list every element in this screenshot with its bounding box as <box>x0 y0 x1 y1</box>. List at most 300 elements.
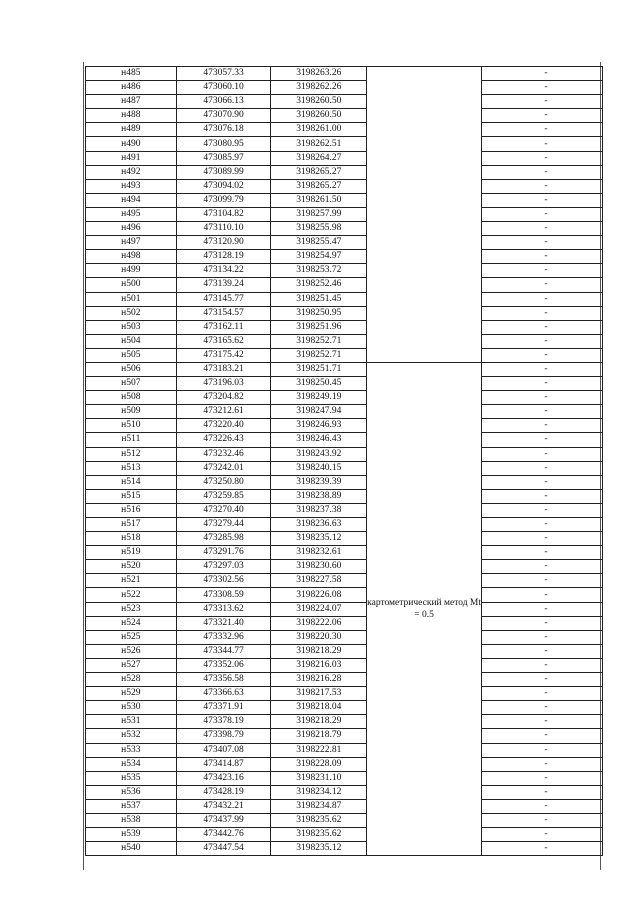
accuracy-value: - <box>544 434 548 445</box>
x-coordinate-cell: 473432.21 <box>176 799 271 813</box>
x-coordinate-cell: 473250.80 <box>176 475 271 489</box>
accuracy-value: - <box>544 194 548 205</box>
x-coordinate-cell: 473196.03 <box>176 377 271 391</box>
y-coordinate-cell: 3198230.60 <box>271 560 367 574</box>
accuracy-value: - <box>544 519 548 530</box>
table-row <box>86 687 603 701</box>
accuracy-value: - <box>544 223 548 234</box>
accuracy-value: - <box>544 744 548 755</box>
method-cell <box>367 334 482 348</box>
table-row <box>86 137 603 151</box>
point-name-cell: н515 <box>86 489 177 503</box>
y-coordinate-cell: 3198239.39 <box>271 475 367 489</box>
x-coordinate-cell: 473175.42 <box>176 348 271 362</box>
point-name-cell: н532 <box>86 729 177 743</box>
y-coordinate-cell: 3198235.62 <box>271 828 367 842</box>
y-coordinate-cell: 3198262.26 <box>271 81 367 95</box>
accuracy-value: - <box>544 378 548 389</box>
accuracy-cell <box>482 757 603 771</box>
accuracy-cell <box>482 616 603 630</box>
accuracy-value: - <box>544 575 548 586</box>
accuracy-value: - <box>544 800 548 811</box>
coordinates-table-body <box>86 67 603 856</box>
accuracy-value: - <box>544 307 548 318</box>
accuracy-value: - <box>544 406 548 417</box>
accuracy-value: - <box>544 674 548 685</box>
table-row <box>86 715 603 729</box>
point-name-cell: н535 <box>86 771 177 785</box>
y-coordinate-cell: 3198252.71 <box>271 334 367 348</box>
accuracy-cell <box>482 222 603 236</box>
accuracy-cell <box>482 532 603 546</box>
accuracy-cell <box>482 475 603 489</box>
accuracy-value: - <box>544 110 548 121</box>
point-name-cell: н537 <box>86 799 177 813</box>
accuracy-cell <box>482 433 603 447</box>
x-coordinate-cell: 473057.33 <box>176 67 271 81</box>
point-name-cell: н513 <box>86 461 177 475</box>
accuracy-cell <box>482 95 603 109</box>
point-name-cell: н488 <box>86 109 177 123</box>
point-name-cell: н528 <box>86 673 177 687</box>
table-row <box>86 602 603 616</box>
y-coordinate-cell: 3198222.81 <box>271 743 367 757</box>
table-row <box>86 546 603 560</box>
accuracy-cell <box>482 334 603 348</box>
x-coordinate-cell: 473321.40 <box>176 616 271 630</box>
y-coordinate-cell: 3198218.79 <box>271 729 367 743</box>
table-row <box>86 785 603 799</box>
y-coordinate-cell: 3198257.99 <box>271 207 367 221</box>
y-coordinate-cell: 3198251.71 <box>271 362 367 376</box>
x-coordinate-cell: 473423.16 <box>176 771 271 785</box>
x-coordinate-cell: 473313.62 <box>176 602 271 616</box>
method-cell <box>367 236 482 250</box>
accuracy-value: - <box>544 702 548 713</box>
y-coordinate-cell: 3198217.53 <box>271 687 367 701</box>
point-name-cell: н527 <box>86 658 177 672</box>
point-name-cell: н530 <box>86 701 177 715</box>
point-name-cell: н521 <box>86 574 177 588</box>
x-coordinate-cell: 473407.08 <box>176 743 271 757</box>
accuracy-value: - <box>544 603 548 614</box>
table-row <box>86 799 603 813</box>
accuracy-cell <box>482 306 603 320</box>
y-coordinate-cell: 3198222.06 <box>271 616 367 630</box>
accuracy-cell <box>482 81 603 95</box>
accuracy-cell <box>482 362 603 376</box>
accuracy-value: - <box>544 490 548 501</box>
accuracy-cell <box>482 405 603 419</box>
x-coordinate-cell: 473447.54 <box>176 842 271 856</box>
y-coordinate-cell: 3198252.71 <box>271 348 367 362</box>
accuracy-value: - <box>544 166 548 177</box>
accuracy-cell <box>482 193 603 207</box>
point-name-cell: н514 <box>86 475 177 489</box>
accuracy-cell <box>482 813 603 827</box>
accuracy-cell <box>482 828 603 842</box>
y-coordinate-cell: 3198218.04 <box>271 701 367 715</box>
table-row <box>86 658 603 672</box>
y-coordinate-cell: 3198227.58 <box>271 574 367 588</box>
accuracy-value: - <box>544 96 548 107</box>
x-coordinate-cell: 473279.44 <box>176 518 271 532</box>
accuracy-cell <box>482 151 603 165</box>
point-name-cell: н507 <box>86 377 177 391</box>
point-name-cell: н506 <box>86 362 177 376</box>
table-row <box>86 236 603 250</box>
x-coordinate-cell: 473145.77 <box>176 292 271 306</box>
method-cell <box>367 278 482 292</box>
accuracy-value: - <box>544 815 548 826</box>
x-coordinate-cell: 473099.79 <box>176 193 271 207</box>
x-coordinate-cell: 473344.77 <box>176 644 271 658</box>
point-name-cell: н540 <box>86 842 177 856</box>
accuracy-value: - <box>544 772 548 783</box>
point-name-cell: н492 <box>86 165 177 179</box>
table-row <box>86 701 603 715</box>
y-coordinate-cell: 3198246.43 <box>271 433 367 447</box>
method-cell <box>367 306 482 320</box>
table-row <box>86 292 603 306</box>
table-row <box>86 109 603 123</box>
x-coordinate-cell: 473220.40 <box>176 419 271 433</box>
y-coordinate-cell: 3198263.26 <box>271 67 367 81</box>
x-coordinate-cell: 473076.18 <box>176 123 271 137</box>
accuracy-cell <box>482 771 603 785</box>
x-coordinate-cell: 473297.03 <box>176 560 271 574</box>
y-coordinate-cell: 3198255.47 <box>271 236 367 250</box>
accuracy-cell <box>482 588 603 602</box>
method-cell <box>367 207 482 221</box>
point-name-cell: н504 <box>86 334 177 348</box>
table-row <box>86 207 603 221</box>
accuracy-value: - <box>544 265 548 276</box>
point-name-cell: н516 <box>86 503 177 517</box>
accuracy-cell <box>482 278 603 292</box>
y-coordinate-cell: 3198247.94 <box>271 405 367 419</box>
accuracy-cell <box>482 419 603 433</box>
point-name-cell: н495 <box>86 207 177 221</box>
accuracy-cell <box>482 644 603 658</box>
table-row <box>86 193 603 207</box>
point-name-cell: н486 <box>86 81 177 95</box>
table-row <box>86 630 603 644</box>
table-row <box>86 151 603 165</box>
x-coordinate-cell: 473366.63 <box>176 687 271 701</box>
point-name-cell: н536 <box>86 785 177 799</box>
table-row <box>86 433 603 447</box>
table-row <box>86 771 603 785</box>
accuracy-cell <box>482 715 603 729</box>
accuracy-value: - <box>544 730 548 741</box>
accuracy-value: - <box>544 617 548 628</box>
x-coordinate-cell: 473139.24 <box>176 278 271 292</box>
point-name-cell: н494 <box>86 193 177 207</box>
y-coordinate-cell: 3198250.45 <box>271 377 367 391</box>
table-row <box>86 306 603 320</box>
accuracy-value: - <box>544 716 548 727</box>
y-coordinate-cell: 3198224.07 <box>271 602 367 616</box>
table-row <box>86 95 603 109</box>
table-row <box>86 616 603 630</box>
accuracy-cell <box>482 179 603 193</box>
x-coordinate-cell: 473085.97 <box>176 151 271 165</box>
x-coordinate-cell: 473094.02 <box>176 179 271 193</box>
accuracy-cell <box>482 518 603 532</box>
y-coordinate-cell: 3198234.87 <box>271 799 367 813</box>
table-row <box>86 165 603 179</box>
accuracy-cell <box>482 546 603 560</box>
accuracy-cell <box>482 560 603 574</box>
table-row <box>86 574 603 588</box>
accuracy-value: - <box>544 68 548 79</box>
accuracy-cell <box>482 207 603 221</box>
method-label-cell: картометрический метод Mt = 0.5 <box>367 362 482 855</box>
x-coordinate-cell: 473242.01 <box>176 461 271 475</box>
y-coordinate-cell: 3198216.28 <box>271 673 367 687</box>
accuracy-cell <box>482 264 603 278</box>
accuracy-value: - <box>544 645 548 656</box>
accuracy-value: - <box>544 659 548 670</box>
x-coordinate-cell: 473162.11 <box>176 320 271 334</box>
accuracy-value: - <box>544 843 548 854</box>
x-coordinate-cell: 473104.82 <box>176 207 271 221</box>
accuracy-cell <box>482 574 603 588</box>
y-coordinate-cell: 3198218.29 <box>271 644 367 658</box>
accuracy-cell <box>482 250 603 264</box>
accuracy-value: - <box>544 533 548 544</box>
x-coordinate-cell: 473259.85 <box>176 489 271 503</box>
x-coordinate-cell: 473060.10 <box>176 81 271 95</box>
table-row <box>86 503 603 517</box>
y-coordinate-cell: 3198251.96 <box>271 320 367 334</box>
point-name-cell: н503 <box>86 320 177 334</box>
y-coordinate-cell: 3198235.12 <box>271 532 367 546</box>
x-coordinate-cell: 473270.40 <box>176 503 271 517</box>
accuracy-cell <box>482 391 603 405</box>
point-name-cell: н533 <box>86 743 177 757</box>
table-row <box>86 532 603 546</box>
accuracy-value: - <box>544 561 548 572</box>
accuracy-value: - <box>544 364 548 375</box>
table-row <box>86 81 603 95</box>
x-coordinate-cell: 473291.76 <box>176 546 271 560</box>
x-coordinate-cell: 473332.96 <box>176 630 271 644</box>
y-coordinate-cell: 3198240.15 <box>271 461 367 475</box>
accuracy-cell <box>482 785 603 799</box>
y-coordinate-cell: 3198260.50 <box>271 95 367 109</box>
table-row <box>86 729 603 743</box>
method-cell <box>367 222 482 236</box>
y-coordinate-cell: 3198235.12 <box>271 842 367 856</box>
x-coordinate-cell: 473165.62 <box>176 334 271 348</box>
point-name-cell: н500 <box>86 278 177 292</box>
accuracy-value: - <box>544 82 548 93</box>
accuracy-cell <box>482 348 603 362</box>
accuracy-cell <box>482 320 603 334</box>
method-cell <box>367 95 482 109</box>
method-cell <box>367 264 482 278</box>
y-coordinate-cell: 3198234.12 <box>271 785 367 799</box>
accuracy-cell <box>482 602 603 616</box>
accuracy-cell <box>482 687 603 701</box>
accuracy-cell <box>482 123 603 137</box>
point-name-cell: н491 <box>86 151 177 165</box>
x-coordinate-cell: 473285.98 <box>176 532 271 546</box>
y-coordinate-cell: 3198249.19 <box>271 391 367 405</box>
x-coordinate-cell: 473134.22 <box>176 264 271 278</box>
y-coordinate-cell: 3198260.50 <box>271 109 367 123</box>
coordinates-table <box>85 66 603 856</box>
table-row <box>86 123 603 137</box>
accuracy-value: - <box>544 631 548 642</box>
point-name-cell: н498 <box>86 250 177 264</box>
accuracy-cell <box>482 461 603 475</box>
point-name-cell: н531 <box>86 715 177 729</box>
table-row <box>86 419 603 433</box>
y-coordinate-cell: 3198243.92 <box>271 447 367 461</box>
method-cell <box>367 193 482 207</box>
table-row <box>86 560 603 574</box>
y-coordinate-cell: 3198254.97 <box>271 250 367 264</box>
x-coordinate-cell: 473398.79 <box>176 729 271 743</box>
point-name-cell: н508 <box>86 391 177 405</box>
accuracy-value: - <box>544 180 548 191</box>
accuracy-cell <box>482 799 603 813</box>
accuracy-cell <box>482 109 603 123</box>
accuracy-value: - <box>544 251 548 262</box>
point-name-cell: н501 <box>86 292 177 306</box>
x-coordinate-cell: 473120.90 <box>176 236 271 250</box>
table-row <box>86 461 603 475</box>
point-name-cell: н489 <box>86 123 177 137</box>
point-name-cell: н499 <box>86 264 177 278</box>
accuracy-cell <box>482 743 603 757</box>
method-cell <box>367 348 482 362</box>
accuracy-value: - <box>544 321 548 332</box>
point-name-cell: н487 <box>86 95 177 109</box>
accuracy-cell <box>482 673 603 687</box>
table-row <box>86 518 603 532</box>
point-name-cell: н512 <box>86 447 177 461</box>
y-coordinate-cell: 3198265.27 <box>271 165 367 179</box>
point-name-cell: н525 <box>86 630 177 644</box>
x-coordinate-cell: 473204.82 <box>176 391 271 405</box>
method-cell <box>367 165 482 179</box>
x-coordinate-cell: 473110.10 <box>176 222 271 236</box>
accuracy-value: - <box>544 138 548 149</box>
method-cell <box>367 137 482 151</box>
y-coordinate-cell: 3198262.51 <box>271 137 367 151</box>
y-coordinate-cell: 3198250.95 <box>271 306 367 320</box>
accuracy-value: - <box>544 335 548 346</box>
y-coordinate-cell: 3198236.63 <box>271 518 367 532</box>
accuracy-value: - <box>544 152 548 163</box>
y-coordinate-cell: 3198231.10 <box>271 771 367 785</box>
y-coordinate-cell: 3198237.38 <box>271 503 367 517</box>
accuracy-cell <box>482 630 603 644</box>
x-coordinate-cell: 473232.46 <box>176 447 271 461</box>
x-coordinate-cell: 473428.19 <box>176 785 271 799</box>
accuracy-value: - <box>544 829 548 840</box>
accuracy-cell <box>482 165 603 179</box>
y-coordinate-cell: 3198220.30 <box>271 630 367 644</box>
method-cell <box>367 320 482 334</box>
x-coordinate-cell: 473308.59 <box>176 588 271 602</box>
x-coordinate-cell: 473212.61 <box>176 405 271 419</box>
x-coordinate-cell: 473226.43 <box>176 433 271 447</box>
accuracy-cell <box>482 447 603 461</box>
accuracy-value: - <box>544 420 548 431</box>
accuracy-value: - <box>544 208 548 219</box>
accuracy-value: - <box>544 462 548 473</box>
y-coordinate-cell: 3198265.27 <box>271 179 367 193</box>
y-coordinate-cell: 3198218.29 <box>271 715 367 729</box>
x-coordinate-cell: 473378.19 <box>176 715 271 729</box>
point-name-cell: н510 <box>86 419 177 433</box>
method-cell <box>367 151 482 165</box>
point-name-cell: н538 <box>86 813 177 827</box>
accuracy-cell <box>482 489 603 503</box>
accuracy-cell <box>482 729 603 743</box>
y-coordinate-cell: 3198235.62 <box>271 813 367 827</box>
y-coordinate-cell: 3198261.50 <box>271 193 367 207</box>
accuracy-cell <box>482 503 603 517</box>
accuracy-cell <box>482 842 603 856</box>
accuracy-value: - <box>544 476 548 487</box>
table-row <box>86 67 603 81</box>
y-coordinate-cell: 3198253.72 <box>271 264 367 278</box>
x-coordinate-cell: 473352.06 <box>176 658 271 672</box>
point-name-cell: н511 <box>86 433 177 447</box>
x-coordinate-cell: 473356.58 <box>176 673 271 687</box>
method-cell <box>367 81 482 95</box>
x-coordinate-cell: 473414.87 <box>176 757 271 771</box>
table-row <box>86 489 603 503</box>
accuracy-value: - <box>544 758 548 769</box>
y-coordinate-cell: 3198261.00 <box>271 123 367 137</box>
method-cell <box>367 179 482 193</box>
y-coordinate-cell: 3198246.93 <box>271 419 367 433</box>
accuracy-cell <box>482 292 603 306</box>
accuracy-cell <box>482 137 603 151</box>
accuracy-value: - <box>544 589 548 600</box>
accuracy-value: - <box>544 237 548 248</box>
y-coordinate-cell: 3198251.45 <box>271 292 367 306</box>
table-row <box>86 264 603 278</box>
table-row <box>86 377 603 391</box>
y-coordinate-cell: 3198228.09 <box>271 757 367 771</box>
accuracy-value: - <box>544 786 548 797</box>
table-row <box>86 250 603 264</box>
table-row <box>86 334 603 348</box>
y-coordinate-cell: 3198252.46 <box>271 278 367 292</box>
point-name-cell: н497 <box>86 236 177 250</box>
point-name-cell: н534 <box>86 757 177 771</box>
point-name-cell: н519 <box>86 546 177 560</box>
accuracy-value: - <box>544 124 548 135</box>
table-row <box>86 828 603 842</box>
point-name-cell: н505 <box>86 348 177 362</box>
table-row <box>86 447 603 461</box>
point-name-cell: н526 <box>86 644 177 658</box>
table-row <box>86 475 603 489</box>
accuracy-cell <box>482 701 603 715</box>
accuracy-value: - <box>544 547 548 558</box>
point-name-cell: н496 <box>86 222 177 236</box>
accuracy-cell <box>482 236 603 250</box>
